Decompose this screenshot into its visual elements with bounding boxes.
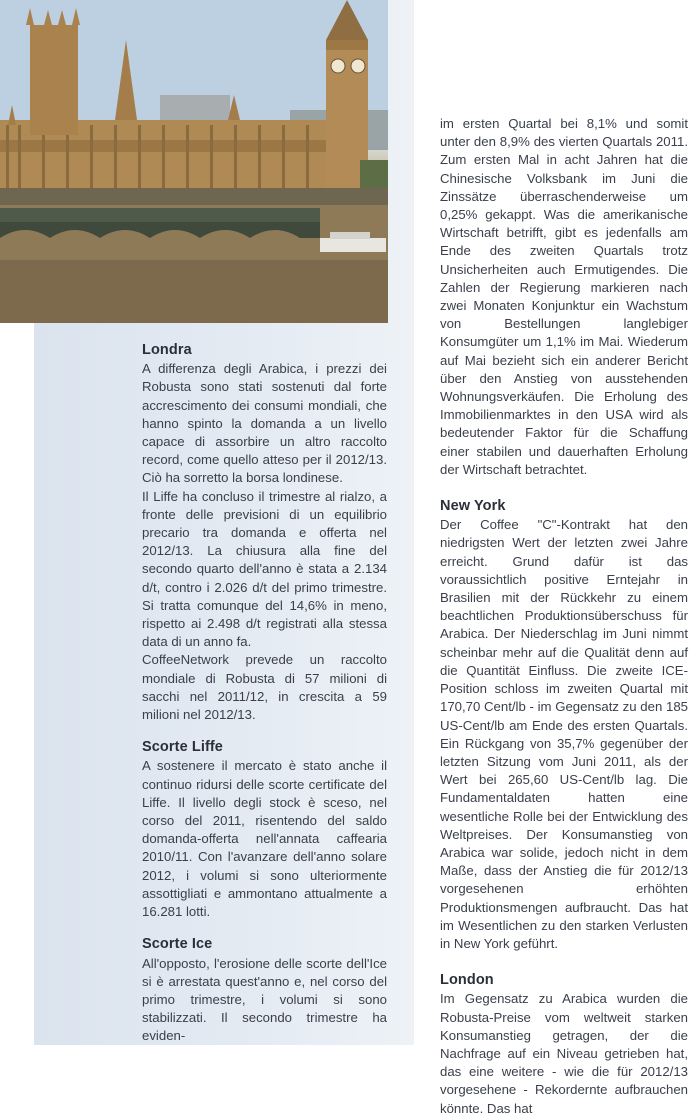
westminster-photo [0, 0, 388, 323]
paragraph: A differenza degli Arabica, i prezzi dei Robusta sono stati sostenuti dal forte accrescimento dei consumi mondiali, che hanno spinto la domanda a un livello capace di assorbire un altro raccolto record, come quello atteso per il 2012/13. Ciò ha sorretto la borsa londinese. [142, 361, 387, 486]
section-title-scorte-liffe: Scorte Liffe [142, 739, 223, 756]
section-title-london: London [440, 972, 494, 989]
paragraph: Il Liffe ha concluso il trimestre al rialzo, a fronte delle previsioni di un equilibrio precario tra domanda e offerta nel 2012/13. La chiusura alla fine del secondo quarto dell'anno è stata a 2.134 d/t, contro i 2.026 d/t del primo trimestre. Si tratta comunque del 14,6% in meno, rispetto ai 2.498 d/t registrati alla stessa data di un anno fa. [142, 488, 387, 650]
section-title-scorte-ice: Scorte Ice [142, 936, 213, 953]
paragraph: CoffeeNetwork prevede un raccolto mondiale di Robusta di 57 milioni di sacchi nel 2011/12, in crescita a 59 milioni nel 2012/13. [142, 652, 387, 723]
westminster-illustration [0, 0, 388, 323]
paragraph: Im Gegensatz zu Arabica wurden die Robusta-Preise vom weltweit starken Konsumanstieg getragen, der die Nachfrage auf ein Niveau getrieben hat, das eine weitere - wie die für 2012/13 vorgesehene - Rekordernte aufbrauchen könnte. Das hat [440, 991, 688, 1116]
left-column-text [142, 341, 387, 1046]
paragraph: A sostenere il mercato è stato anche il continuo ridursi delle scorte certificate del Liffe. Il livello degli stock è sceso, nel corso del 2011, risentendo del saldo domanda-offerta nell'annata caffearia 2010/11. Con l'avanzare dell'anno solare 2012, i volumi si sono ulteriormente assottigliati e ammontano attualmente a 16.281 lotti. [142, 758, 387, 920]
right-column-text [440, 115, 688, 1118]
section-title-new-york: New York [440, 498, 506, 515]
intro-paragraph: im ersten Quartal bei 8,1% und somit unter den 8,9% des vierten Quartals 2011. Zum ersten Mal in acht Jahren hat die Chinesische Volksbank im Juni die Zinssätze überraschenderweise um 0,25% gekappt. Was die amerikanische Wirtschaft betrifft, gibt es jedenfalls am Ende des zweiten Quartals trotz Unsicherheiten auch Ermutigendes. Die Zahlen der Regierung markieren nach zwei Monaten Konjunktur ein Wachstum von Bestellungen langlebiger Konsumgüter um 1,1% im Mai. Wiederum auf Mai bezieht sich ein anderer Bericht über den Anstieg von ausstehenden Wohnungsverkäufen. Die Erholung des Immobilienmarktes in den USA wird als bedeutender Faktor für die Schaffung einer stabilen und dauerhaften Erholung der Wirtschaft betrachtet. [440, 116, 688, 477]
paragraph: All'opposto, l'erosione delle scorte dell'Ice si è arrestata quest'anno e, nel corso del primo trimestre, i volumi si sono stabilizzati. Il secondo trimestre ha eviden- [142, 955, 387, 1044]
paragraph: Der Coffee "C"-Kontrakt hat den niedrigsten Wert der letzten zwei Jahre erreicht. Grund dafür ist das voraussichtlich positive Erntejahr in Brasilien mit der Rückkehr zu einem beachtlichen Produktionsüberschuss für Arabica. Der Niederschlag im Juni nimmt scheinbar mehr auf die Qualität denn auf die Quantität Einfluss. Die zweite ICE-Position schloss im zweiten Quartal mit 170,70 Cent/lb - im Gegensatz zu den 185 US-Cent/lb am Ende des ersten Quartals. Ein Rückgang von 35,7% gegenüber der letzten Sitzung vom Juni 2011, als der Wert bei 265,60 US-Cent/lb lag. Die Fundamentaldaten hatten eine wesentliche Rolle bei der Entwicklung des Weltpreises. Der Konsumanstieg von Arabica war solide, jedoch nicht in dem Maße, dass der Anstieg die für 2012/13 vorgesehenen erhöhten Produktionsmengen aufbraucht. Das hat im Wesentlichen zu den starken Verlusten in New York geführt. [440, 517, 688, 951]
section-title-londra: Londra [142, 342, 192, 358]
